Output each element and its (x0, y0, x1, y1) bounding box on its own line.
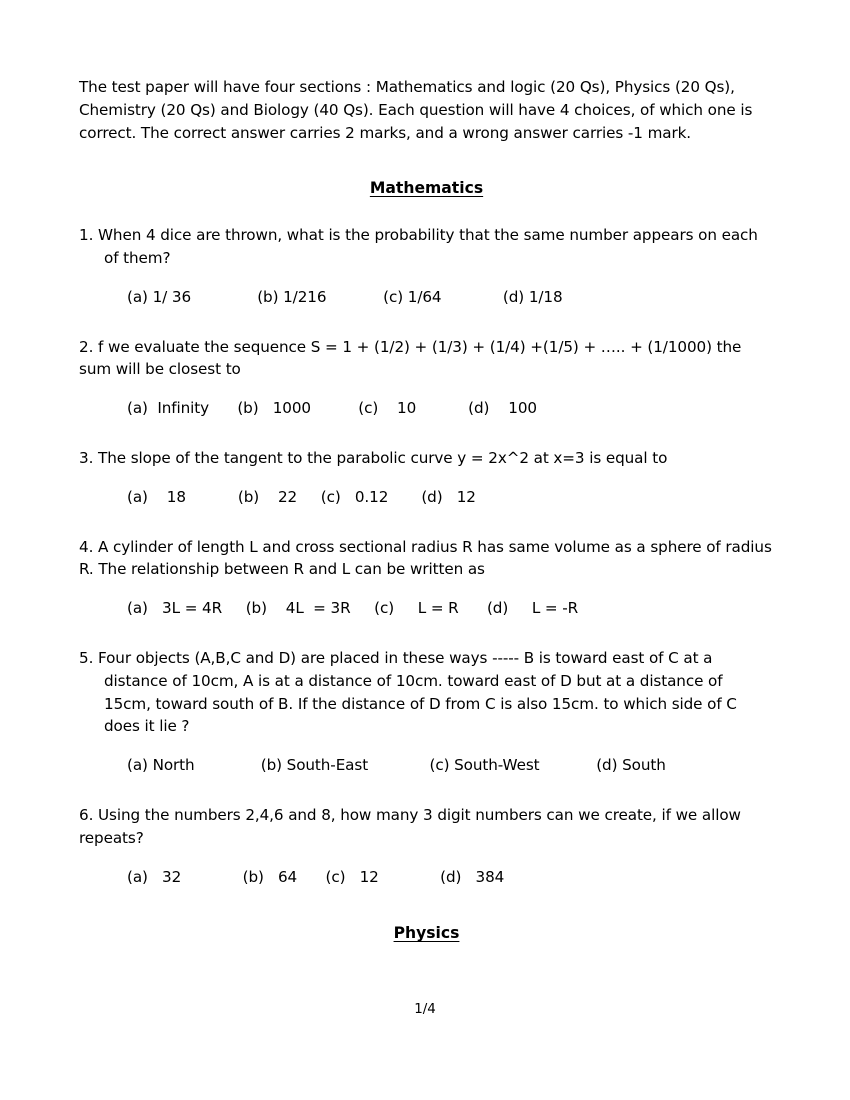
question-2-options: (a) Infinity (b) 1000 (c) 10 (d) 100 (127, 399, 537, 418)
question-1 (79, 224, 774, 308)
question-6 (79, 804, 774, 888)
question-1-text: 1. When 4 dice are thrown, what is the probability that the same number appears on each of them? (79, 226, 758, 268)
mathematics-section-heading (79, 179, 774, 197)
question-4 (79, 536, 774, 620)
question-3-text: 3. The slope of the tangent to the parabolic curve y = 2x^2 at x=3 is equal to (79, 449, 668, 468)
question-5-options: (a) North (b) South-East (c) South-West (d) South (127, 756, 666, 775)
question-4-options: (a) 3L = 4R (b) 4L = 3R (c) L = R (d) L = -R (127, 599, 579, 618)
question-2 (79, 336, 774, 420)
question-3 (79, 447, 774, 509)
question-3-options: (a) 18 (b) 22 (c) 0.12 (d) 12 (127, 487, 476, 506)
question-5 (79, 647, 774, 777)
intro-paragraph: The test paper will have four sections : Mathematics and logic (20 Qs), Physics (20 Qs), Chemistry (20 Qs) and Biology (40 Qs). Each question will have 4 choices, of which one is correct. The correct answer carries 2 marks, and a wrong answer carries -1 mark. (79, 78, 753, 143)
question-6-text: 6. Using the numbers 2,4,6 and 8, how many 3 digit numbers can we create, if we allow repeats? (79, 806, 741, 847)
page-content (79, 76, 774, 942)
question-1-options: (a) 1/ 36 (b) 1/216 (c) 1/64 (d) 1/18 (127, 287, 563, 306)
mathematics-heading-text: Mathematics (369, 179, 484, 198)
physics-section-heading-wrap (79, 924, 774, 942)
physics-section-heading (79, 924, 774, 942)
question-6-options: (a) 32 (b) 64 (c) 12 (d) 384 (127, 867, 505, 886)
page-number: 1/4 (414, 1002, 436, 1017)
question-2-text: 2. f we evaluate the sequence S = 1 + (1/2) + (1/3) + (1/4) +(1/5) + ….. + (1/1000) the sum will be closest to (79, 337, 742, 379)
physics-heading-text: Physics (393, 924, 460, 943)
question-5-text: 5. Four objects (A,B,C and D) are placed in these ways ----- B is toward east of C at a distance of 10cm, A is at a distance of 10cm. toward east of D but at a distance of 15cm, toward south of B. If the distance of D from C is also 15cm. to which side of C does it lie ? (79, 649, 737, 736)
mathematics-section-heading-wrap (79, 179, 774, 197)
question-4-text: 4. A cylinder of length L and cross sectional radius R has same volume as a sphere of radius R. The relationship between R and L can be written as (79, 537, 772, 579)
